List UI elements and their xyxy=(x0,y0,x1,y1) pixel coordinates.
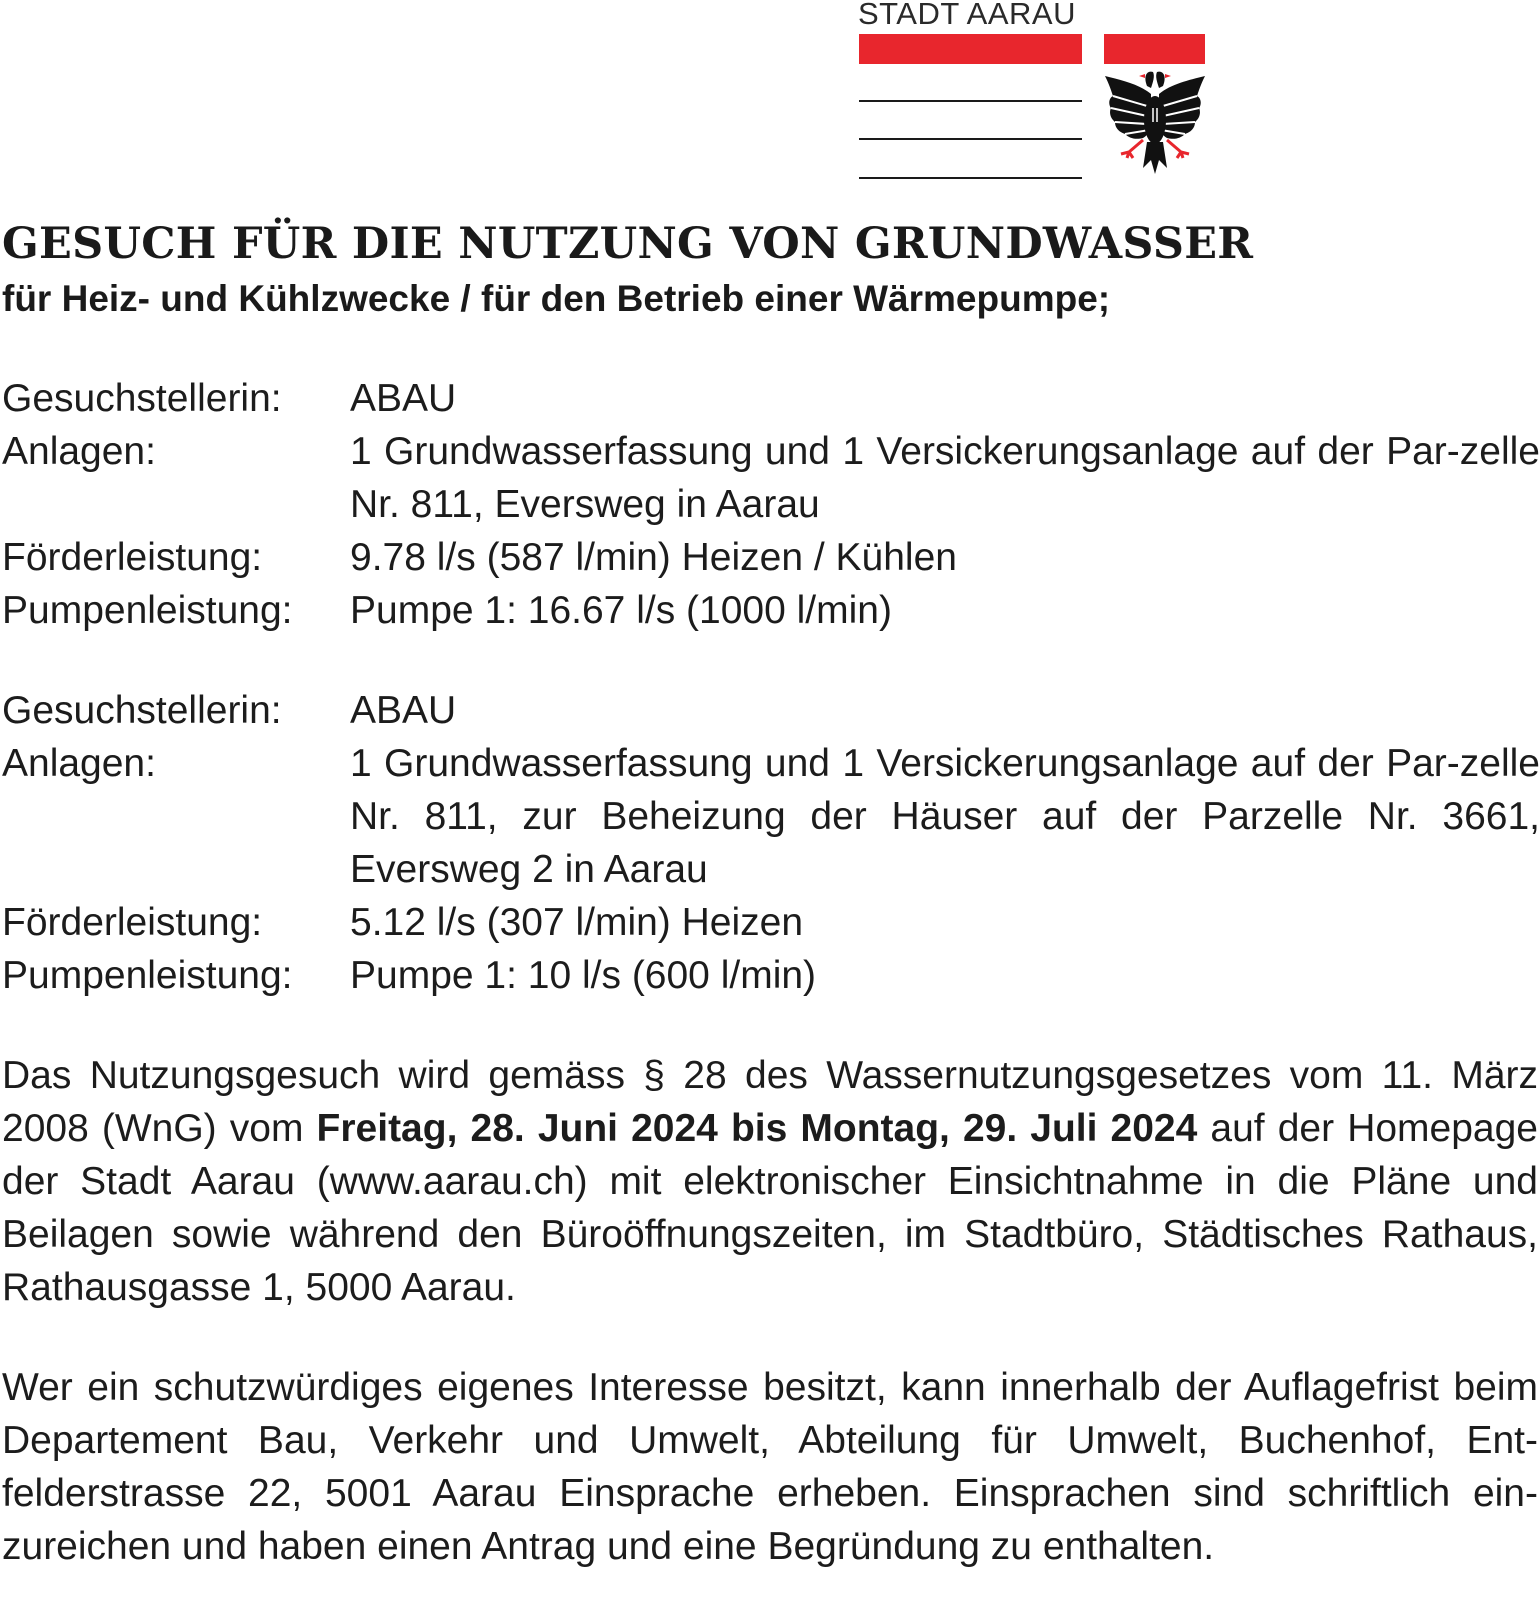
detail-label: Pumpenleistung: xyxy=(2,589,293,632)
detail-row xyxy=(2,425,1540,531)
notice-paragraph-2 xyxy=(2,1361,1538,1573)
page-title: GESUCH FÜR DIE NUTZUNG VON GRUNDWASSER xyxy=(2,219,1254,269)
application-2 xyxy=(2,684,1540,1002)
detail-row xyxy=(2,372,1540,425)
detail-value: ABAU xyxy=(350,689,457,732)
objection-text: Wer ein schutzwürdiges eigenes Interesse besitzt, kann innerhalb der Auflagefrist beim Departement Bau, Verkehr und Umwelt, Abteilung für Umwelt, Buchenhof, Ent-felderstrasse 22, 5001 Aarau Einsprache erheben. Einsprachen sind schriftlich ein-zureichen und haben einen Antrag und eine Begründung zu enthalten. xyxy=(2,1366,1538,1568)
detail-value: 1 Grundwasserfassung und 1 Versickerungsanlage auf der Par-zelle Nr. 811, zur Beheizung der Häuser auf der Parzelle Nr. 3661, Eversweg 2 in Aarau xyxy=(350,742,1540,891)
notice-text-after: auf der Homepage der Stadt Aarau (www.aarau.ch) mit elektronischer Einsichtnahme in die Pläne und Beilagen sowie während den Büroöffnungszeiten, im Stadtbüro, Städtisches Rathaus, Rathausgasse 1, 5000 Aarau. xyxy=(2,1107,1538,1309)
detail-label: Förderleistung: xyxy=(2,901,263,944)
detail-value: ABAU xyxy=(350,377,457,420)
detail-value: Pumpe 1: 16.67 l/s (1000 l/min) xyxy=(350,589,892,632)
detail-label: Anlagen: xyxy=(2,742,156,785)
detail-row xyxy=(2,531,1540,584)
notice-text-before: Das Nutzungsgesuch wird gemäss § 28 des Wassernutzungsgesetzes vom 11. März 2008 (WnG) vom xyxy=(2,1054,1538,1150)
logo-line-2 xyxy=(859,138,1082,140)
detail-row xyxy=(2,684,1540,737)
page-subtitle: für Heiz- und Kühlzwecke / für den Betrieb einer Wärmepumpe; xyxy=(2,278,1111,319)
detail-row xyxy=(2,584,1540,637)
detail-row xyxy=(2,949,1540,1002)
logo-text: STADT AARAU xyxy=(858,0,1076,31)
detail-row xyxy=(2,896,1540,949)
logo-line-1 xyxy=(859,100,1082,102)
eagle-coat-of-arms-icon xyxy=(1103,62,1207,178)
notice-paragraph-1 xyxy=(2,1049,1538,1314)
application-1 xyxy=(2,372,1540,637)
logo-line-3 xyxy=(859,177,1082,179)
notice-period: Freitag, 28. Juni 2024 bis Montag, 29. Juli 2024 xyxy=(316,1107,1198,1150)
detail-row xyxy=(2,737,1540,896)
detail-value: 1 Grundwasserfassung und 1 Versickerungsanlage auf der Par-zelle Nr. 811, Eversweg in Aarau xyxy=(350,430,1540,526)
logo-red-bar-left xyxy=(859,34,1082,64)
detail-value: Pumpe 1: 10 l/s (600 l/min) xyxy=(350,954,817,997)
detail-label: Förderleistung: xyxy=(2,536,263,579)
logo-red-bar-right xyxy=(1104,34,1205,64)
detail-label: Pumpenleistung: xyxy=(2,954,293,997)
detail-value: 5.12 l/s (307 l/min) Heizen xyxy=(350,901,804,944)
detail-label: Anlagen: xyxy=(2,430,156,473)
detail-value: 9.78 l/s (587 l/min) Heizen / Kühlen xyxy=(350,536,957,579)
detail-label: Gesuchstellerin: xyxy=(2,689,282,732)
detail-label: Gesuchstellerin: xyxy=(2,377,282,420)
